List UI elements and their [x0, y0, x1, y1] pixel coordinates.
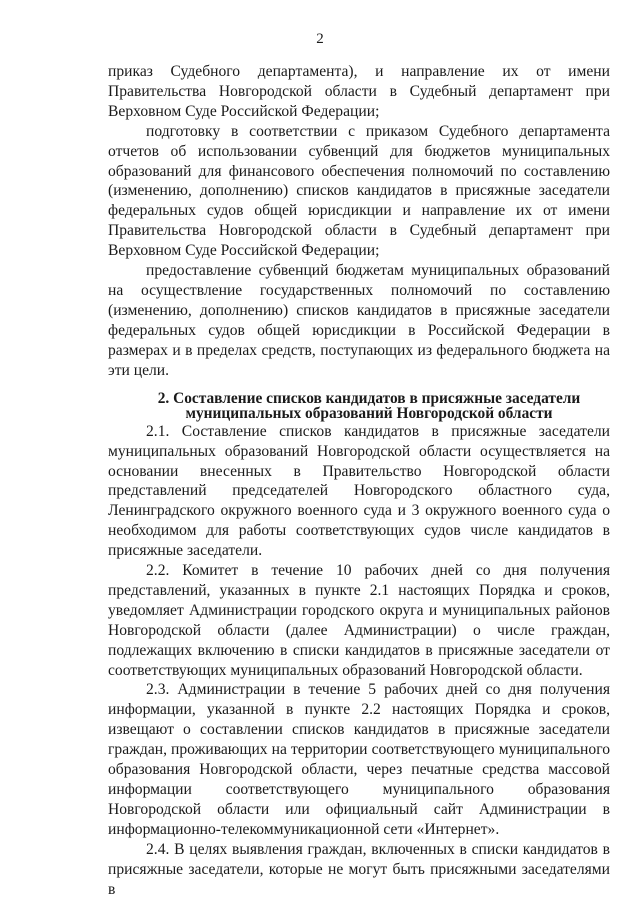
paragraph: приказ Судебного департамента), и направление их от имени Правительства Новгородской области в Судебный департамент при Верховном Суде Российской Федерации; [108, 63, 610, 120]
document-body [108, 62, 610, 899]
section-heading-line: 2. Составление списков кандидатов в присяжные заседатели [157, 389, 581, 407]
section-heading [108, 391, 610, 422]
paragraph: 2.4. В целях выявления граждан, включенных в списки кандидатов в присяжные заседатели, которые не могут быть присяжными заседателями в [108, 840, 610, 898]
paragraph: подготовку в соответствии с приказом Судебного департамента отчетов об использовании субвенций для бюджетов муниципальных образований для финансового обеспечения полномочий по составлению (изменению, дополнению) списков кандидатов в присяжные заседатели федеральных судов общей юрисдикции и направление их от имени Правительства Новгородской области в Судебный департамент при Верховном Суде Российской Федерации; [108, 122, 610, 260]
page-number: 2 [316, 31, 324, 47]
section-heading-line: муниципальных образований Новгородской области [185, 405, 553, 423]
paragraph: 2.3. Администрации в течение 5 рабочих дней со дня получения информации, указанной в пункте 2.2 настоящих Порядка и сроков, извещают о составлении списков кандидатов в присяжные заседатели граждан, проживающих на территории соответствующего муниципального образования Новгородской области, через печатные средства массовой информации соответствующего муниципального образования Новгородской области или официальный сайт Администрации в информационно-телекоммуникационной сети «Интернет». [108, 681, 610, 838]
paragraph: 2.2. Комитет в течение 10 рабочих дней со дня получения представлений, указанных в пункте 2.1 настоящих Порядка и сроков, уведомляет Администрации городского округа и муниципальных районов Новгородской области (далее Администрации) о числе граждан, подлежащих включению в списки кандидатов в присяжные заседатели от соответствующих муниципальных образований Новгородской области. [108, 562, 610, 679]
paragraph: предоставление субвенций бюджетам муниципальных образований на осуществление государственных полномочий по составлению (изменению, дополнению) списков кандидатов в присяжные заседатели федеральных судов общей юрисдикции в Российской Федерации в размерах и в пределах средств, поступающих из федерального бюджета на эти цели. [108, 262, 610, 379]
paragraph: 2.1. Составление списков кандидатов в присяжные заседатели муниципальных образований Новгородской области осуществляется на основании внесенных в Правительство Новгородской области представлений председателей Новгородского областного суда, Ленинградского окружного военного суда и 3 окружного военного суда о необходимом для работы соответствующих судов числе кандидатов в присяжные заседатели. [108, 422, 610, 560]
